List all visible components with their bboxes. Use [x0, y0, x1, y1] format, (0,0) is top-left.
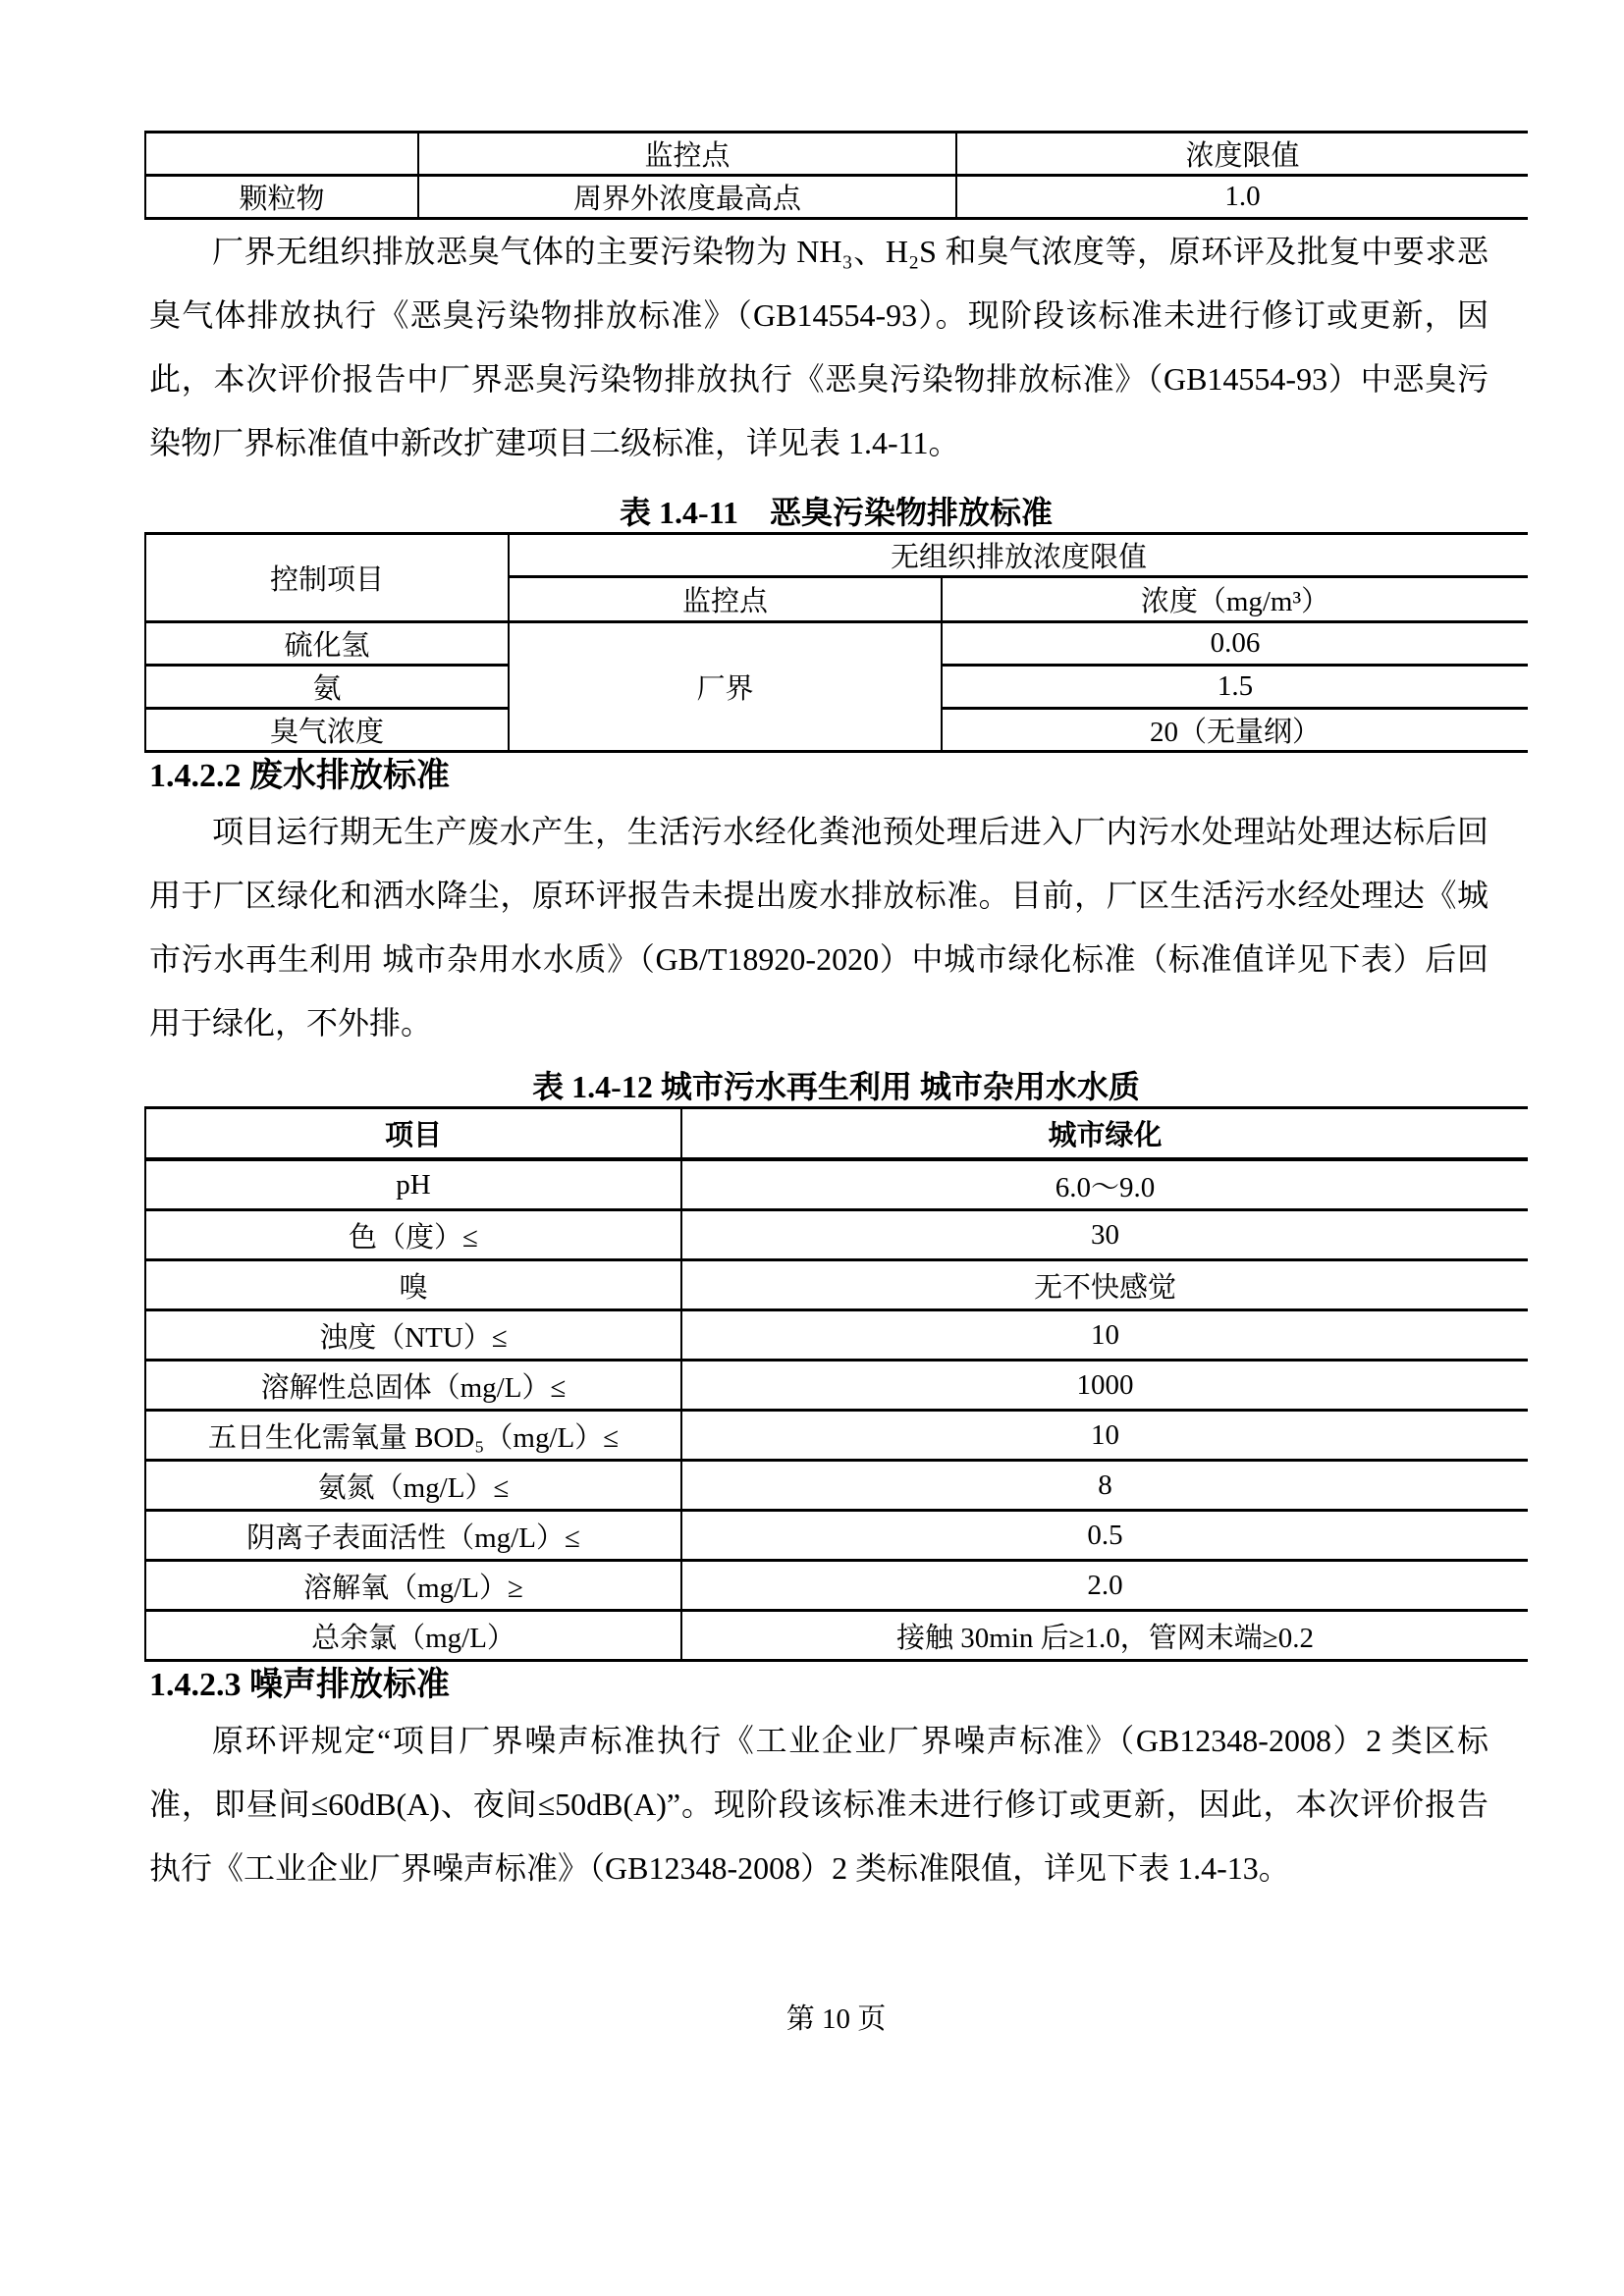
table-header-row [145, 1108, 1528, 1160]
table-row [145, 1361, 1528, 1411]
empty-header-cell [145, 133, 418, 176]
value-cell: 接触 30min 后≥1.0，管网末端≥0.2 [681, 1611, 1528, 1661]
table-row [145, 1561, 1528, 1611]
limit-value-cell: 1.0 [956, 176, 1528, 219]
monitor-point-header-cell: 监控点 [509, 577, 942, 622]
odor-standards-table [144, 532, 1528, 753]
monitor-point-cell: 厂界 [509, 622, 942, 752]
value-cell: 10 [681, 1310, 1528, 1361]
table-row [145, 1159, 1528, 1210]
particulate-limit-table [144, 131, 1528, 220]
pollutant-cell: 氨 [145, 666, 509, 709]
limit-value-cell: 1.5 [942, 666, 1528, 709]
item-cell: 总余氯（mg/L） [145, 1611, 681, 1661]
pollutant-cell: 硫化氢 [145, 622, 509, 666]
table-row [145, 1411, 1528, 1461]
reclaimed-water-quality-table [144, 1106, 1528, 1662]
paragraph-odor-intro: 厂界无组织排放恶臭气体的主要污染物为 NH₃、H₂S 和臭气浓度等，原环评及批复中要求恶臭气体排放执行《恶臭污染物排放标准》（GB14554-93）。现阶段该标准未进行修订或更新，因此，本次评价报告中厂界恶臭污染物排放执行《恶臭污染物排放标准》（GB14554-93）中恶臭污染物厂界标准值中新改扩建项目二级标准，详见表 1.4-11。 [149, 234, 1489, 460]
value-cell: 0.5 [681, 1511, 1528, 1561]
table-row [145, 1611, 1528, 1661]
table-row [145, 176, 1528, 219]
pollutant-cell: 颗粒物 [145, 176, 418, 219]
control-item-header-cell: 控制项目 [145, 534, 509, 622]
paragraph-noise: 原环评规定“项目厂界噪声标准执行《工业企业厂界噪声标准》（GB12348-2008）2 类区标准，即昼间≤60dB(A)、夜间≤50dB(A)”。现阶段该标准未进行修订或更新，因此，本次评价报告执行《工业企业厂界噪声标准》（GB12348-2008）2 类标准限值，详见下表 1.4-13。 [149, 1723, 1489, 1886]
table-row [145, 622, 1528, 666]
item-cell: 溶解氧（mg/L）≥ [145, 1561, 681, 1611]
table-row [145, 1511, 1528, 1561]
value-cell: 8 [681, 1461, 1528, 1511]
value-cell: 10 [681, 1411, 1528, 1461]
paragraph-wastewater: 项目运行期无生产废水产生，生活污水经化粪池预处理后进入厂内污水处理站处理达标后回用于厂区绿化和洒水降尘，原环评报告未提出废水排放标准。目前，厂区生活污水经处理达《城市污水再生利用 城市杂用水水质》（GB/T18920-2020）中城市绿化标准（标准值详见下表）后回用于绿化，不外排。 [149, 814, 1489, 1041]
item-cell: 五日生化需氧量 BOD₅（mg/L）≤ [145, 1411, 681, 1461]
item-cell: 嗅 [145, 1260, 681, 1310]
greening-header-cell: 城市绿化 [681, 1108, 1528, 1160]
concentration-header-cell: 浓度（mg/m³） [942, 577, 1528, 622]
table-header-row [145, 534, 1528, 577]
item-cell: 阴离子表面活性（mg/L）≤ [145, 1511, 681, 1561]
heading-noise-standard: 1.4.2.3 噪声排放标准 [149, 1667, 450, 1703]
value-cell: 无不快感觉 [681, 1260, 1528, 1310]
table-row [145, 1210, 1528, 1260]
document-page [144, 0, 1528, 2039]
table-1-4-11-title: 表 1.4-11 恶臭污染物排放标准 [620, 495, 1053, 530]
monitor-point-header-cell: 监控点 [418, 133, 956, 176]
item-cell: 色（度）≤ [145, 1210, 681, 1260]
table-1-4-12-title: 表 1.4-12 城市污水再生利用 城市杂用水水质 [532, 1069, 1140, 1104]
table-row [145, 1310, 1528, 1361]
item-cell: 溶解性总固体（mg/L）≤ [145, 1361, 681, 1411]
item-cell: 氨氮（mg/L）≤ [145, 1461, 681, 1511]
value-cell: 1000 [681, 1361, 1528, 1411]
item-cell: pH [145, 1159, 681, 1210]
heading-wastewater-standard: 1.4.2.2 废水排放标准 [149, 758, 450, 794]
table-row [145, 1461, 1528, 1511]
table-row [145, 1260, 1528, 1310]
monitor-point-cell: 周界外浓度最高点 [418, 176, 956, 219]
value-cell: 6.0～9.0 [681, 1159, 1528, 1210]
limit-value-cell: 0.06 [942, 622, 1528, 666]
group-header-cell: 无组织排放浓度限值 [509, 534, 1528, 577]
table-header-row [145, 133, 1528, 176]
item-header-cell: 项目 [145, 1108, 681, 1160]
value-cell: 30 [681, 1210, 1528, 1260]
item-cell: 浊度（NTU）≤ [145, 1310, 681, 1361]
limit-header-cell: 浓度限值 [956, 133, 1528, 176]
limit-value-cell: 20（无量纲） [942, 709, 1528, 752]
pollutant-cell: 臭气浓度 [145, 709, 509, 752]
value-cell: 2.0 [681, 1561, 1528, 1611]
page-number: 第 10 页 [785, 2003, 887, 2035]
